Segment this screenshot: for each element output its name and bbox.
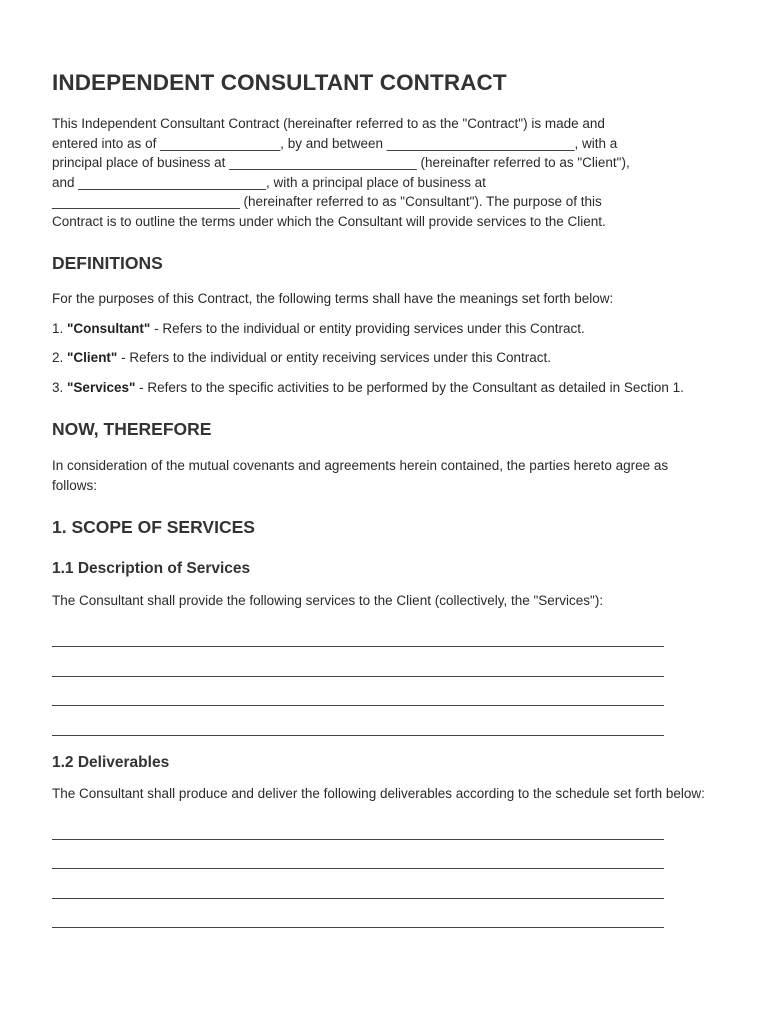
definitions-intro: For the purposes of this Contract, the following terms shall have the meanings set forth below: — [52, 291, 614, 306]
definition-item-client — [52, 348, 712, 368]
blank-fill-line[interactable] — [52, 647, 664, 677]
now-therefore-text: In consideration of the mutual covenants and agreements herein contained, the parties hereto agree as follows: — [52, 458, 669, 493]
intro-line-6: Contract is to outline the terms under which the Consultant will provide services to the Client. — [52, 213, 606, 229]
definition-term: "Client" — [67, 350, 118, 365]
scope-heading: 1. SCOPE OF SERVICES — [52, 517, 255, 537]
intro-line-1: This Independent Consultant Contract (hereinafter referred to as the "Contract") is made and — [52, 116, 605, 131]
intro-paragraph — [52, 114, 702, 231]
blank-fill-line[interactable] — [52, 618, 664, 648]
document-title: INDEPENDENT CONSULTANT CONTRACT — [52, 70, 507, 95]
description-heading: 1.1 Description of Services — [52, 560, 251, 577]
definition-item-consultant — [52, 319, 712, 339]
now-therefore-heading: NOW, THEREFORE — [52, 419, 212, 439]
deliverables-blank-lines — [52, 810, 718, 928]
deliverables-heading: 1.2 Deliverables — [52, 753, 170, 771]
definition-term: "Services" — [67, 379, 136, 395]
blank-fill-line[interactable] — [52, 840, 664, 870]
intro-line-3: principal place of business at _________________________ (hereinafter referred to as "Client"), — [52, 155, 630, 170]
intro-line-4: and _________________________, with a principal place of business at — [52, 174, 486, 190]
description-blank-lines — [52, 618, 718, 736]
definition-number: 1. — [52, 320, 64, 336]
blank-fill-line[interactable] — [52, 810, 664, 840]
intro-line-5: _________________________ (hereinafter referred to as "Consultant"). The purpose of this — [52, 194, 602, 209]
description-text: The Consultant shall provide the following services to the Client (collectively, the "Services"): — [52, 593, 604, 608]
blank-fill-line[interactable] — [52, 677, 664, 707]
blank-fill-line[interactable] — [52, 706, 664, 736]
definition-number: 2. — [52, 350, 64, 365]
blank-fill-line[interactable] — [52, 899, 664, 929]
definitions-heading: DEFINITIONS — [52, 253, 163, 273]
definition-text: - Refers to the individual or entity receiving services under this Contract. — [117, 350, 552, 365]
definition-text: - Refers to the individual or entity providing services under this Contract. — [150, 320, 585, 336]
definition-number: 3. — [52, 379, 64, 395]
definition-text: - Refers to the specific activities to be performed by the Consultant as detailed in Section 1. — [135, 379, 684, 395]
definition-item-services — [52, 378, 712, 398]
definition-term: "Consultant" — [67, 320, 151, 336]
blank-fill-line[interactable] — [52, 869, 664, 899]
intro-line-2: entered into as of ________________, by and between _________________________, with a — [52, 135, 618, 151]
deliverables-text: The Consultant shall produce and deliver the following deliverables according to the schedule set forth below: — [52, 785, 705, 801]
